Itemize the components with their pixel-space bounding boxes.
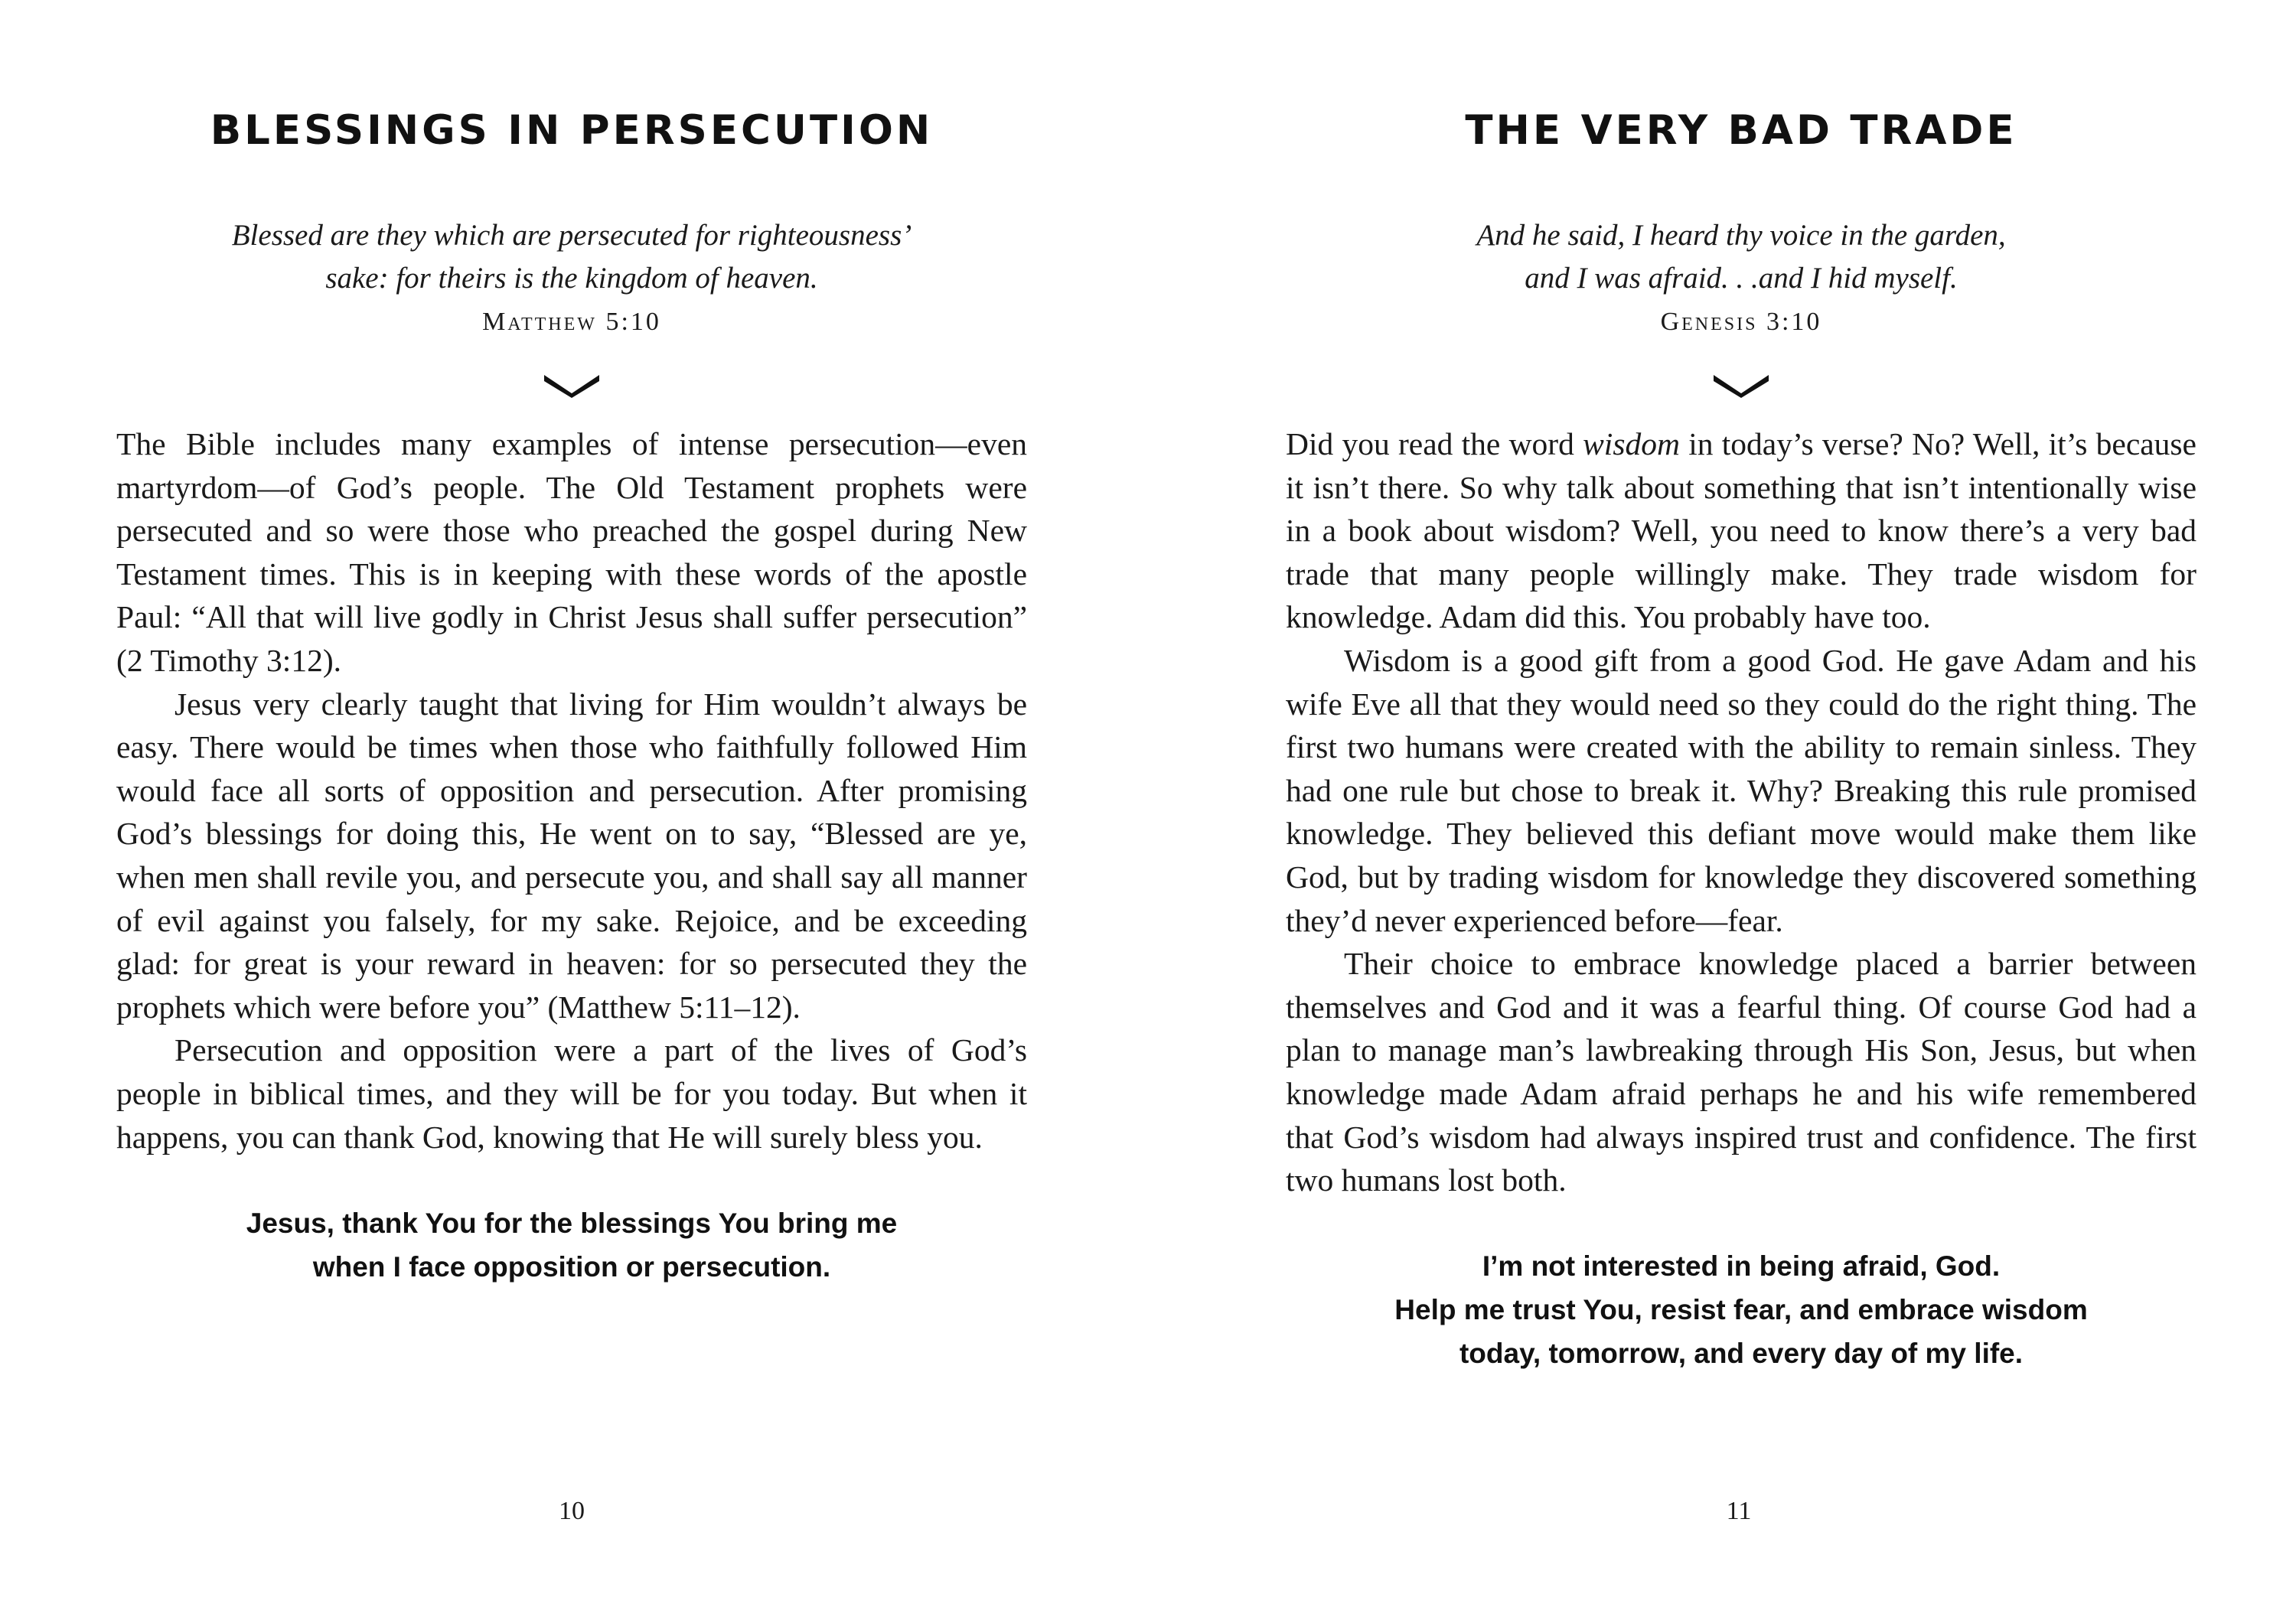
prayer-line: when I face opposition or persecution.	[312, 1251, 831, 1283]
chevron-down-icon	[543, 372, 601, 398]
emphasized-word: wisdom	[1583, 426, 1680, 461]
prayer-line: Help me trust You, resist fear, and embrace wisdom	[1394, 1294, 2088, 1325]
body-paragraph	[1286, 422, 2197, 639]
scripture-verse	[116, 214, 1027, 344]
prayer-line: today, tomorrow, and every day of my life.	[1459, 1338, 2024, 1369]
paragraph-text: in today’s verse? No? Well, it’s because it isn’t there. So why talk about something that isn’t intentionally wise in a book about wisdom? Well, you need to know there’s a very bad trade that many people willingly make. They trade wisdom for knowledge. Adam did this. You probably have too.	[1286, 426, 2197, 635]
verse-line: And he said, I heard thy voice in the garden,	[1476, 219, 2006, 252]
chevron-down-icon	[1712, 372, 1770, 398]
paragraph-text: Did you read the word	[1286, 426, 1583, 461]
page-number: 11	[1726, 1497, 1752, 1525]
body-paragraph: The Bible includes many examples of intense persecution—even martyrdom—of God’s people. The Old Testament prophets were persecuted and so were those who preached the gospel during New Testament times. This is in keeping with these words of the apostle Paul: “All that will live godly in Christ Jesus shall suffer persecution” (2 Timothy 3:12).	[116, 426, 1027, 678]
body-paragraph: Persecution and opposition were a part of the lives of God’s people in biblical times, and they will be for you today. But when it happens, you can thank God, knowing that He will surely bless you.	[116, 1032, 1027, 1155]
verse-line: Blessed are they which are persecuted for righteousness’	[231, 219, 912, 252]
page-title: THE VERY BAD TRADE	[1465, 107, 2017, 154]
page-title: BLESSINGS IN PERSECUTION	[210, 107, 934, 154]
devotional-body	[1286, 422, 2197, 1202]
verse-line: sake: for theirs is the kingdom of heaven.	[325, 262, 818, 295]
scripture-verse	[1286, 214, 2197, 344]
body-paragraph: Their choice to embrace knowledge placed a barrier between themselves and God and it was a fearful thing. Of course God had a plan to manage man’s lawbreaking through His Son, Jesus, but when knowledge made Adam afraid perhaps he and his wife remembered that God’s wisdom had always inspired trust and confidence. The first two humans lost both.	[1286, 946, 2197, 1198]
body-paragraph: Jesus very clearly taught that living for Him wouldn’t always be easy. There would be times when those who faithfully followed Him would face all sorts of opposition and persecution. After promising God’s blessings for doing this, He went on to say, “Blessed are ye, when men shall revile you, and persecute you, and shall say all manner of evil against you falsely, for my sake. Rejoice, and be exceeding glad: for great is your reward in heaven: for so persecuted they the prophets which were before you” (Matthew 5:11–12).	[116, 686, 1027, 1025]
page-number: 10	[559, 1497, 585, 1525]
devotional-body	[116, 422, 1027, 1159]
verse-reference: Genesis 3:10	[1660, 308, 1822, 336]
prayer	[116, 1201, 1027, 1289]
prayer-line: I’m not interested in being afraid, God.	[1482, 1250, 2001, 1282]
prayer	[1286, 1244, 2197, 1375]
verse-line: and I was afraid. . .and I hid myself.	[1525, 262, 1958, 295]
body-paragraph: Wisdom is a good gift from a good God. He gave Adam and his wife Eve all that they would need so they could do the right thing. The first two humans were created with the ability to remain sinless. They had one rule but chose to break it. Why? Breaking this rule promised knowledge. They believed this defiant move would make them like God, but by trading wisdom for knowledge they discovered something they’d never experienced before—fear.	[1286, 642, 2197, 938]
right-page	[1148, 0, 2296, 1607]
verse-reference: Matthew 5:10	[482, 308, 661, 336]
prayer-line: Jesus, thank You for the blessings You bring me	[246, 1208, 898, 1239]
